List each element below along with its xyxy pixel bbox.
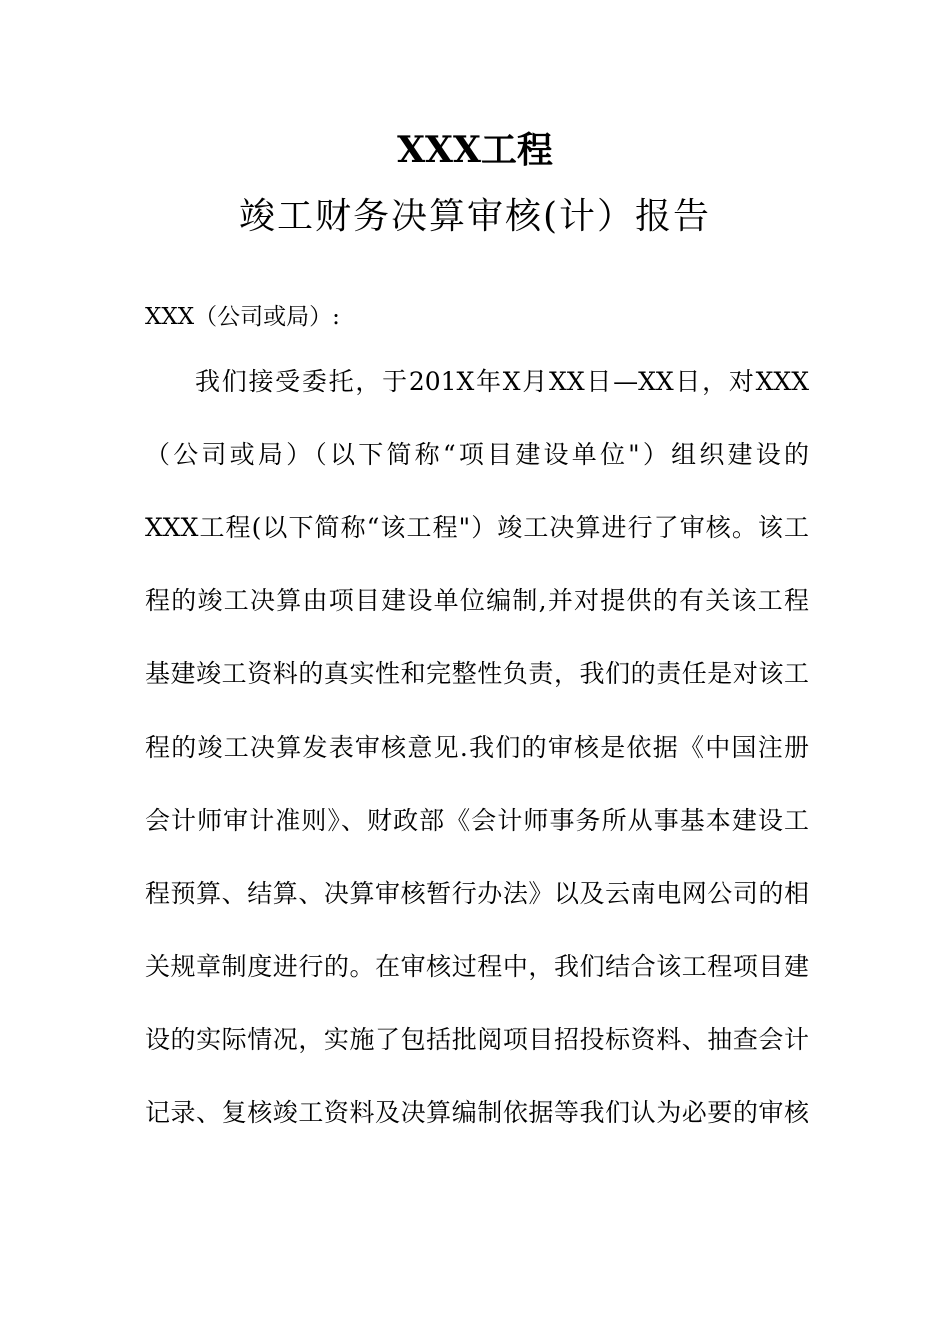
body-line: 基建竣工资料的真实性和完整性负责，我们的责任是对该工 <box>145 659 809 688</box>
body-line: 记录、复核竣工资料及决算编制依据等我们认为必要的审核 <box>145 1098 809 1127</box>
document-subtitle: 竣工财务决算审核(计）报告 <box>238 196 712 237</box>
body-line: 关规章制度进行的。在审核过程中，我们结合该工程项目建 <box>145 952 809 981</box>
body-line: 我们接受委托，于201X年X月XX日—XX日，对XXX <box>195 367 809 396</box>
body-line: （公司或局）（以下简称“项目建设单位"）组织建设的 <box>145 440 809 469</box>
document-title: XXX工程 <box>397 129 553 171</box>
body-line: 程的竣工决算由项目建设单位编制,并对提供的有关该工程 <box>145 586 809 615</box>
body-line: 程的竣工决算发表审核意见.我们的审核是依据《中国注册 <box>145 733 809 762</box>
body-line: 设的实际情况，实施了包括批阅项目招投标资料、抽查会计 <box>145 1025 809 1054</box>
body-line: 程预算、结算、决算审核暂行办法》以及云南电网公司的相 <box>145 879 809 908</box>
addressee: XXX（公司或局）: <box>145 304 340 330</box>
body-line: XXX工程(以下简称“该工程"）竣工决算进行了审核。该工 <box>145 513 809 542</box>
body-line: 会计师审计准则》、财政部《会计师事务所从事基本建设工 <box>145 806 809 835</box>
